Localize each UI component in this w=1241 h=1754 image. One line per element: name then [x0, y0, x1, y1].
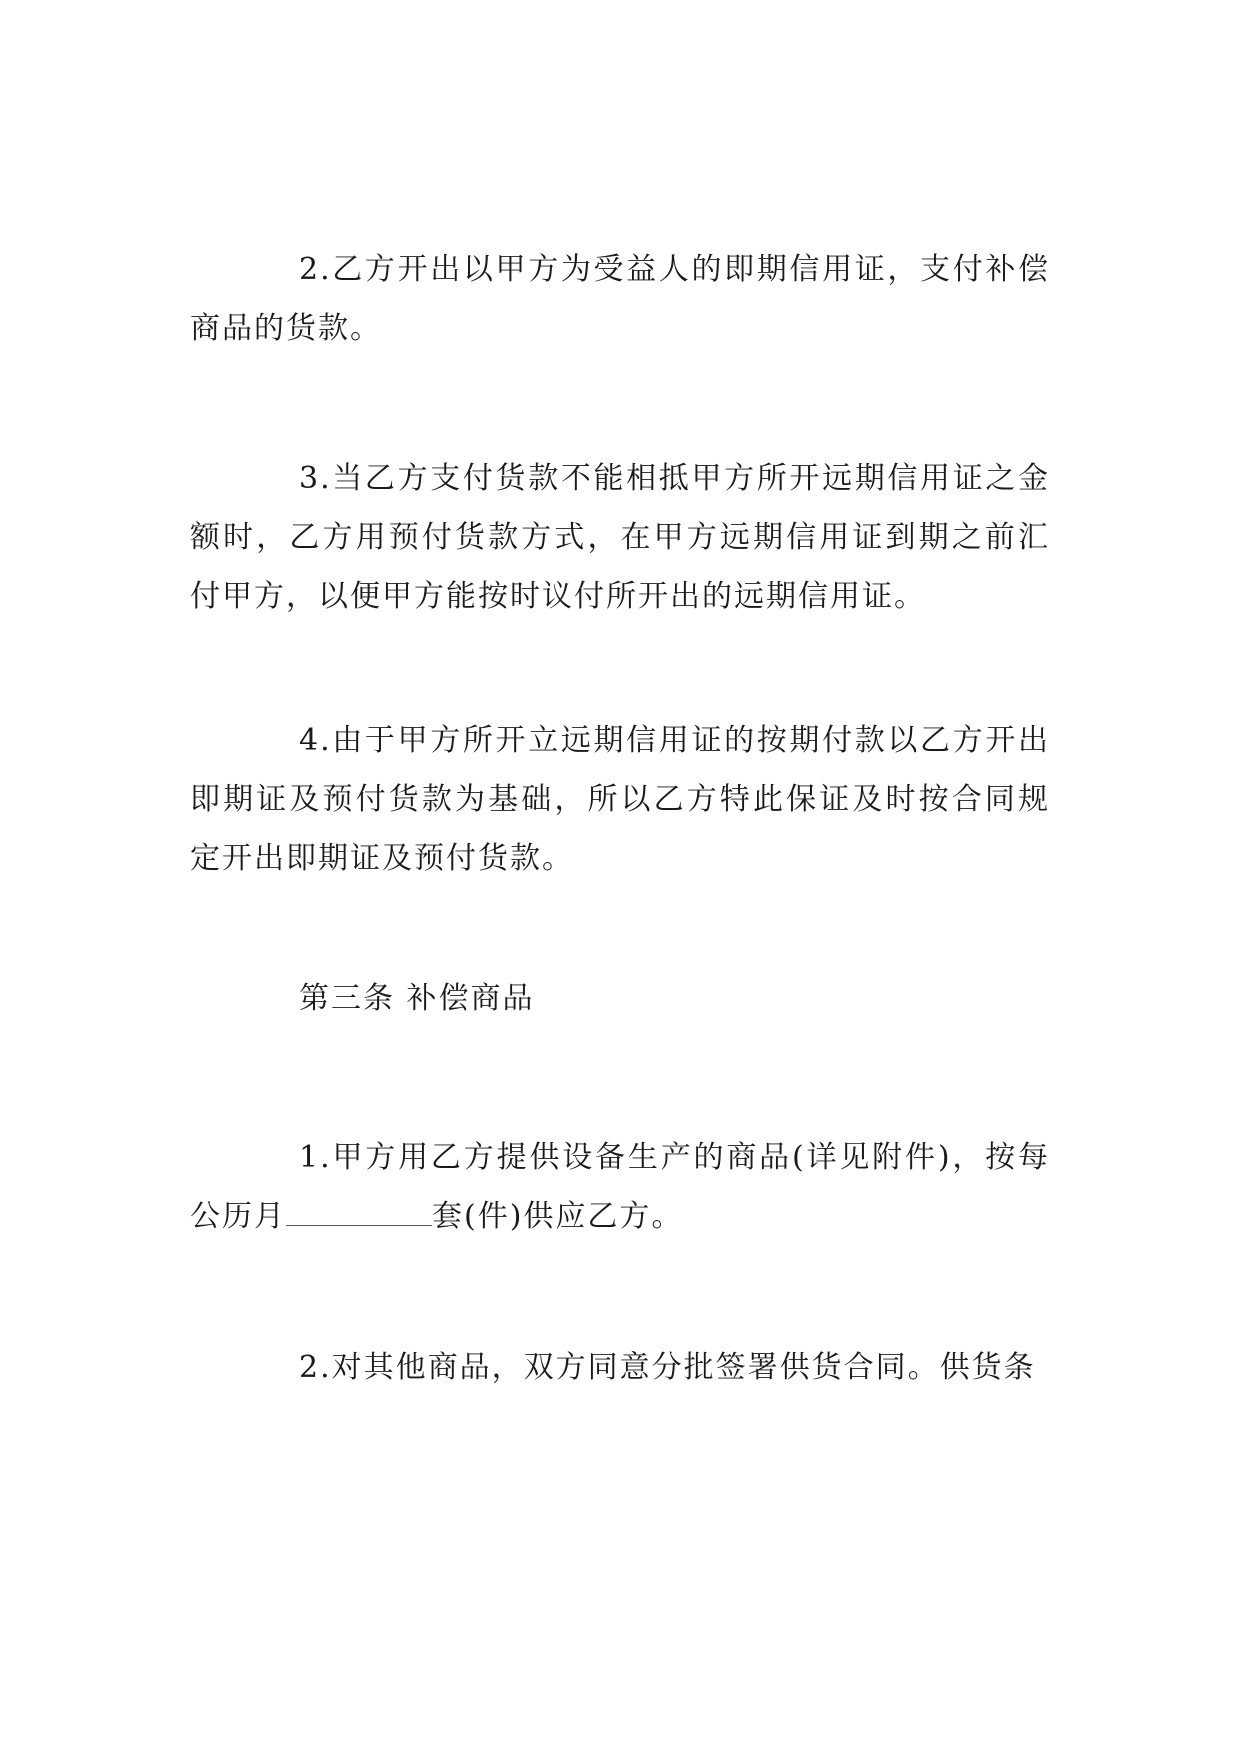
clause-3-item-1-text-before: 1.甲方用乙方提供设备生产的商品(详见附件)，按每公历月: [190, 1140, 1050, 1234]
clause-3-item-1-text-after: 套(件)供应乙方。: [432, 1199, 684, 1234]
fill-in-blank: [286, 1201, 432, 1226]
clause-2-item-4: 4.由于甲方所开立远期信用证的按期付款以乙方开出即期证及预付货款为基础，所以乙方特此保证及时按合同规定开出即期证及预付货款。: [190, 723, 1050, 876]
clause-2-item-3: 3.当乙方支付货款不能相抵甲方所开远期信用证之金额时，乙方用预付货款方式，在甲方远期信用证到期之前汇付甲方，以便甲方能按时议付所开出的远期信用证。: [190, 461, 1050, 614]
clause-3-item-1: [190, 1128, 1050, 1246]
article-3-heading: 第三条 补偿商品: [299, 981, 535, 1016]
clause-3-item-2: 2.对其他商品，双方同意分批签署供货合同。供货条: [299, 1350, 1036, 1385]
clause-2-item-2: 2.乙方开出以甲方为受益人的即期信用证，支付补偿商品的货款。: [190, 252, 1050, 346]
